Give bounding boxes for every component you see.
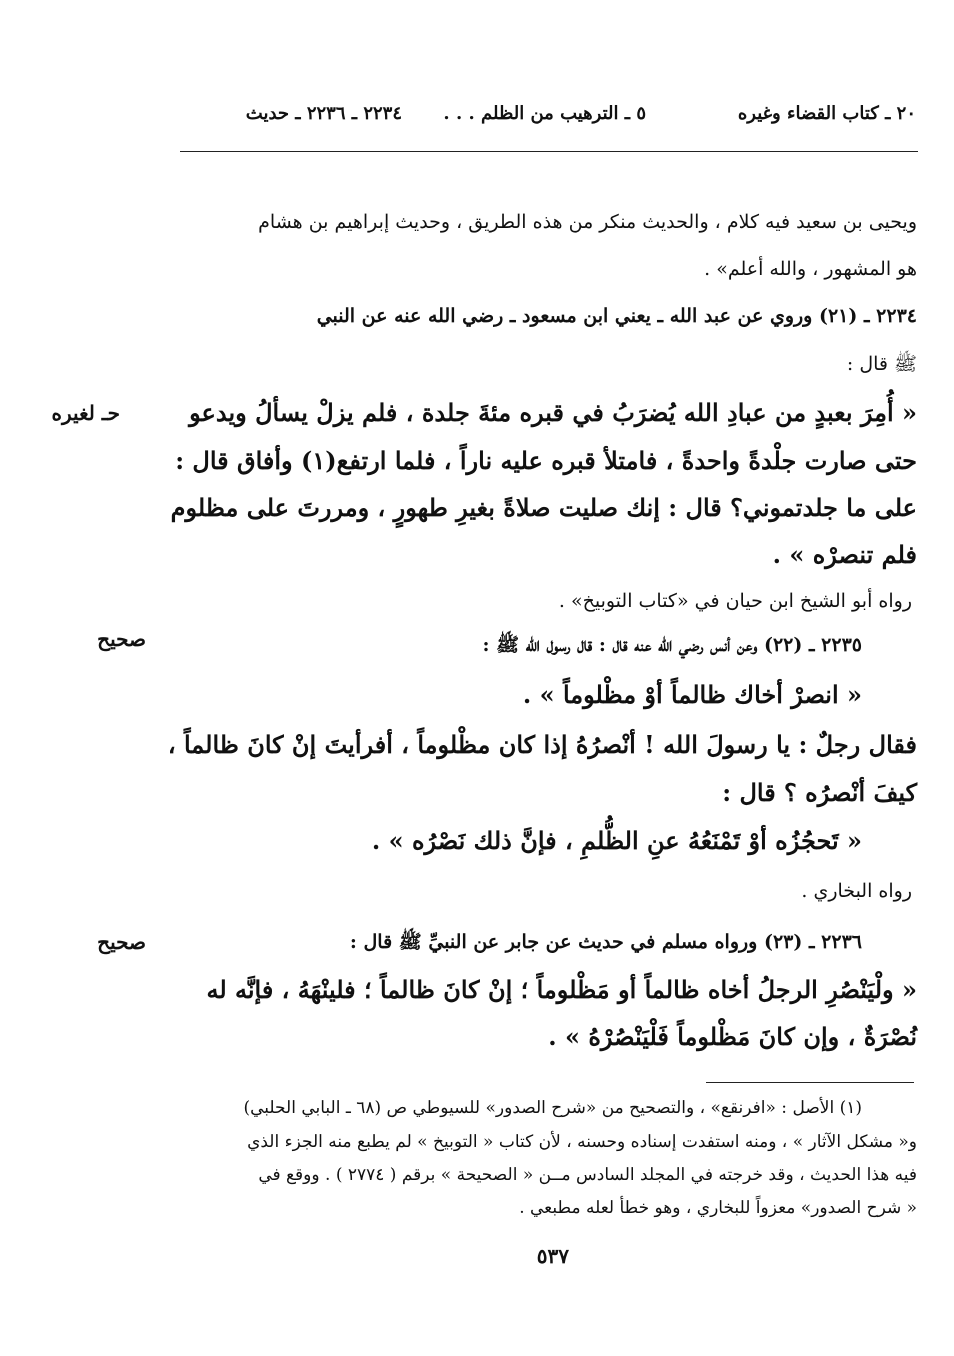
header-rule: [180, 151, 918, 152]
hadith-2234-heading: ﷺ قال :: [846, 353, 917, 375]
hadith-2234-heading: ٢٢٣٤ ـ (٢١) وروي عن عبد الله ـ يعني ابن مسعود ـ رضي الله عنه عن النبي: [316, 305, 917, 327]
hadith-2234-source: رواه أبو الشيخ ابن حيان في «كتاب التوبيخ» .: [558, 590, 912, 612]
footnote-rule: [706, 1082, 914, 1083]
footnote-line: فيه هذا الحديث ، وقد خرجته في المجلد السادس مــن « الصحيحة » برقم ( ٢٧٧٤ ) . ووقع في: [258, 1165, 917, 1185]
hadith-2236-grade: صحيح: [97, 930, 146, 954]
hadith-2235-grade: صحيح: [97, 627, 146, 651]
hadith-2234-grade: حـ لغيره: [51, 401, 120, 425]
hadith-2235-heading: ٢٢٣٥ ـ (٢٢) وعن أنس رضي الله عنه قال : قال رسول الله ﷺ :: [482, 634, 862, 656]
hadith-2234-text: « أُمِرَ بعبدٍ من عبادِ الله يُضرَبُ في قبره مئةَ جلدة ، فلم يزلْ يسألُ ويدعو: [189, 398, 917, 427]
footnote-line: (١) الأصل : «افرنقع» ، والتصحيح من «شرح الصدور» للسيوطي ص (٦٨ ـ البابي الحلبي): [243, 1098, 862, 1118]
hadith-2236-text: « ولْيَنْصُرِ الرجلُ أخاه ظالماً أو مَظْلوماً ؛ إنْ كانَ ظالماً ؛ فلينْهَهُ ، فإنَّه له: [206, 975, 917, 1004]
intro-line: هو المشهور ، والله أعلم» .: [704, 258, 917, 280]
header-section: ٥ ـ الترهيب من الظلم . . .: [443, 103, 646, 124]
hadith-2235-text: « انصرْ أخاك ظالماً أوْ مظْلوماً » .: [522, 680, 862, 709]
hadith-2235-text: « تَحجُزُه أوْ تَمْنَعُهُ عنِ الظُّلمِ ، فإنَّ ذلك نَصْرُه » .: [371, 826, 862, 855]
hadith-2236-text: نُصْرَةٌ ، وإن كانَ مَظْلوماً فَلْيَنْصُرْهُ » .: [548, 1022, 917, 1051]
hadith-2235-source: رواه البخاري .: [801, 880, 912, 902]
hadith-2234-text: فلم تنصرْه » .: [772, 540, 917, 569]
hadith-2236-heading: ٢٢٣٦ ـ (٢٣) ورواه مسلم في حديث عن جابر عن النبيِّ ﷺ قال :: [349, 931, 862, 953]
footnote-line: و« مشكل الآثار » ، ومنه استفدت إسناده وحسنه ، لأن كتاب « التوبيخ » لم يطبع منه الجزء الذي: [247, 1132, 917, 1152]
hadith-2234-text: حتى صارت جلْدةً واحدةً ، فامتلأ قبره عليه ناراً ، فلما ارتفع(١) وأفاق قال :: [175, 446, 917, 475]
hadith-2235-text: فقال رجلٌ : يا رسولَ الله ! أنْصرُهُ إذا كان مظْلوماً ، أفرأيتَ إنْ كانَ ظالماً ،: [167, 730, 917, 759]
hadith-2234-text: على ما جلدتموني؟ قال : إنك صليت صلاةً بغيرِ طهورٍ ، ومررتَ على مظلوم: [170, 493, 917, 522]
hadith-2235-text: كيفَ أنْصرُه ؟ قال :: [722, 778, 917, 807]
header-hadith-range: ٢٢٣٤ ـ ٢٢٣٦ ـ حديث: [245, 103, 402, 124]
footnote-line: « شرح الصدور» معزواً للبخاري ، وهو خطأ لعله مطبعي .: [519, 1198, 917, 1218]
header-chapter: ٢٠ ـ كتاب القضاء وغيره: [737, 103, 916, 124]
page-number: ٥٣٧: [536, 1244, 569, 1268]
intro-line: ويحيى بن سعيد فيه كلام ، والحديث منكر من هذه الطريق ، وحديث إبراهيم بن هشام: [258, 211, 917, 233]
